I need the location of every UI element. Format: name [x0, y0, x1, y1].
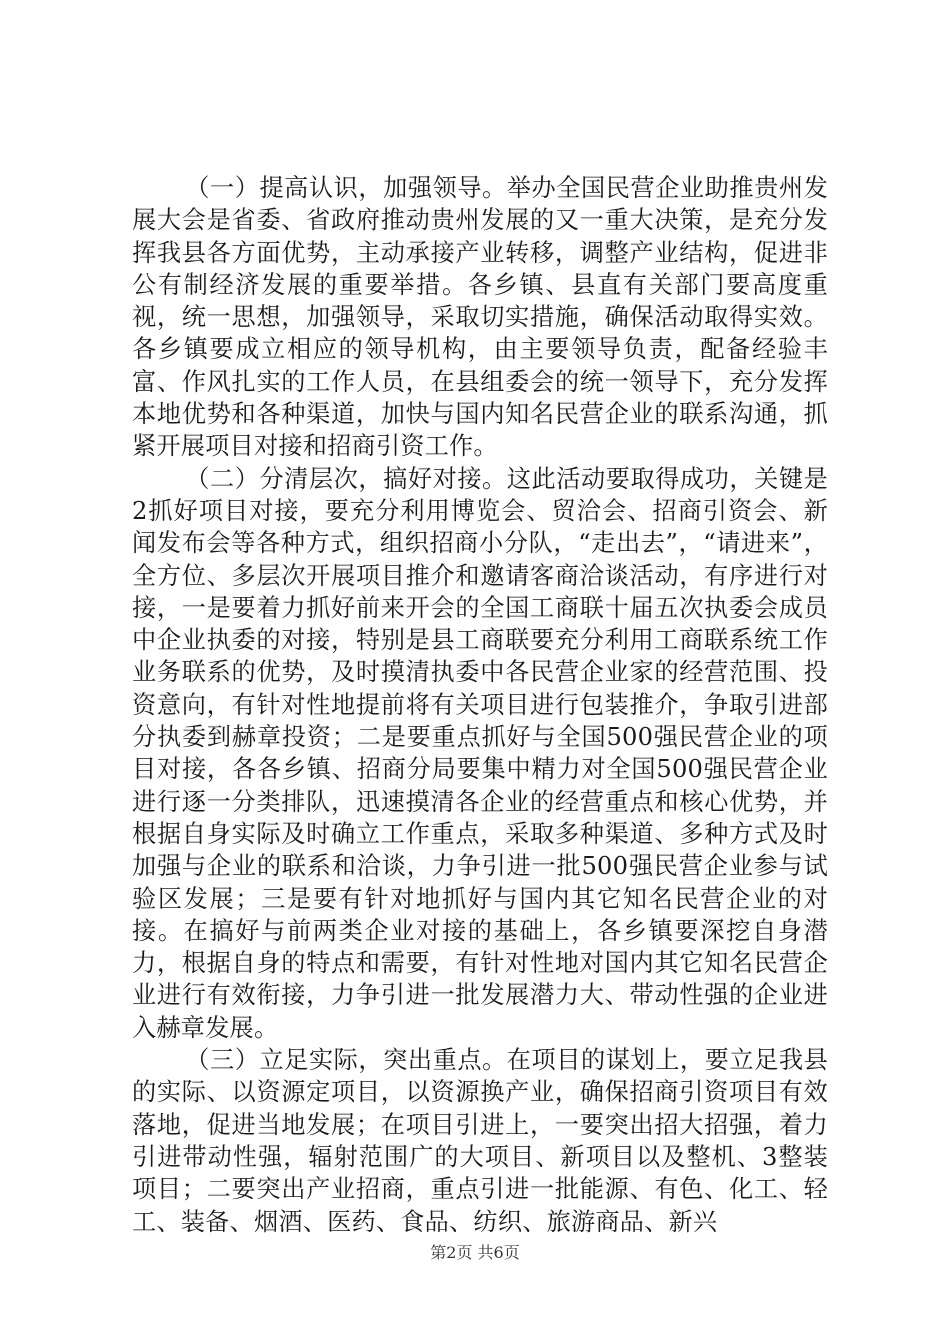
paragraph-2: （二）分清层次，搞好对接。这此活动要取得成功，关键是2抓好项目对接，要充分利用博览会、贸洽会、招商引资会、新闻发布会等各种方式，组织招商小分队，“走出去”，“请进来”，全方位、多层次开展项目推介和邀请客商洽谈活动，有序进行对接，一是要着力抓好前来开会的全国工商联十届五次执委会成员中企业执委的对接，特别是县工商联要充分利用工商联系统工作业务联系的优势，及时摸清执委中各民营企业家的经营范围、投资意向，有针对性地提前将有关项目进行包装推介，争取引进部分执委到赫章投资；二是要重点抓好与全国500强民营企业的项目对接，各各乡镇、招商分局要集中精力对全国500强民营企业进行逐一分类排队，迅速摸清各企业的经营重点和核心优势，并根据自身实际及时确立工作重点，采取多种渠道、多种方式及时加强与企业的联系和洽谈，力争引进一批500强民营企业参与试验区发展；三是要有针对地抓好与国内其它知名民营企业的对接。在搞好与前两类企业对接的基础上，各乡镇要深挖自身潜力，根据自身的特点和需要，有针对性地对国内其它知名民营企业进行有效衔接，力争引进一批发展潜力大、带动性强的企业进入赫章发展。	[132, 464, 828, 1042]
paragraph-1: （一）提高认识，加强领导。举办全国民营企业助推贵州发展大会是省委、省政府推动贵州发展的又一重大决策，是充分发挥我县各方面优势，主动承接产业转移，调整产业结构，促进非公有制经济发展的重要举措。各乡镇、县直有关部门要高度重视，统一思想，加强领导，采取切实措施，确保活动取得实效。各乡镇要成立相应的领导机构，由主要领导负责，配备经验丰富、作风扎实的工作人员，在县组委会的统一领导下，充分发挥本地优势和各种渠道，加快与国内知名民营企业的联系沟通，抓紧开展项目对接和招商引资工作。	[132, 174, 828, 461]
paragraph-3: （三）立足实际，突出重点。在项目的谋划上，要立足我县的实际、以资源定项目，以资源换产业，确保招商引资项目有效落地，促进当地发展；在项目引进上，一要突出招大招强，着力引进带动性强，辐射范围广的大项目、新项目以及整机、3整装项目；二要突出产业招商，重点引进一批能源、有色、化工、轻工、装备、烟酒、医药、食品、纺织、旅游商品、新兴	[132, 1046, 828, 1236]
document-body	[132, 172, 828, 1238]
page-footer: 第2页 共6页	[430, 1243, 520, 1262]
